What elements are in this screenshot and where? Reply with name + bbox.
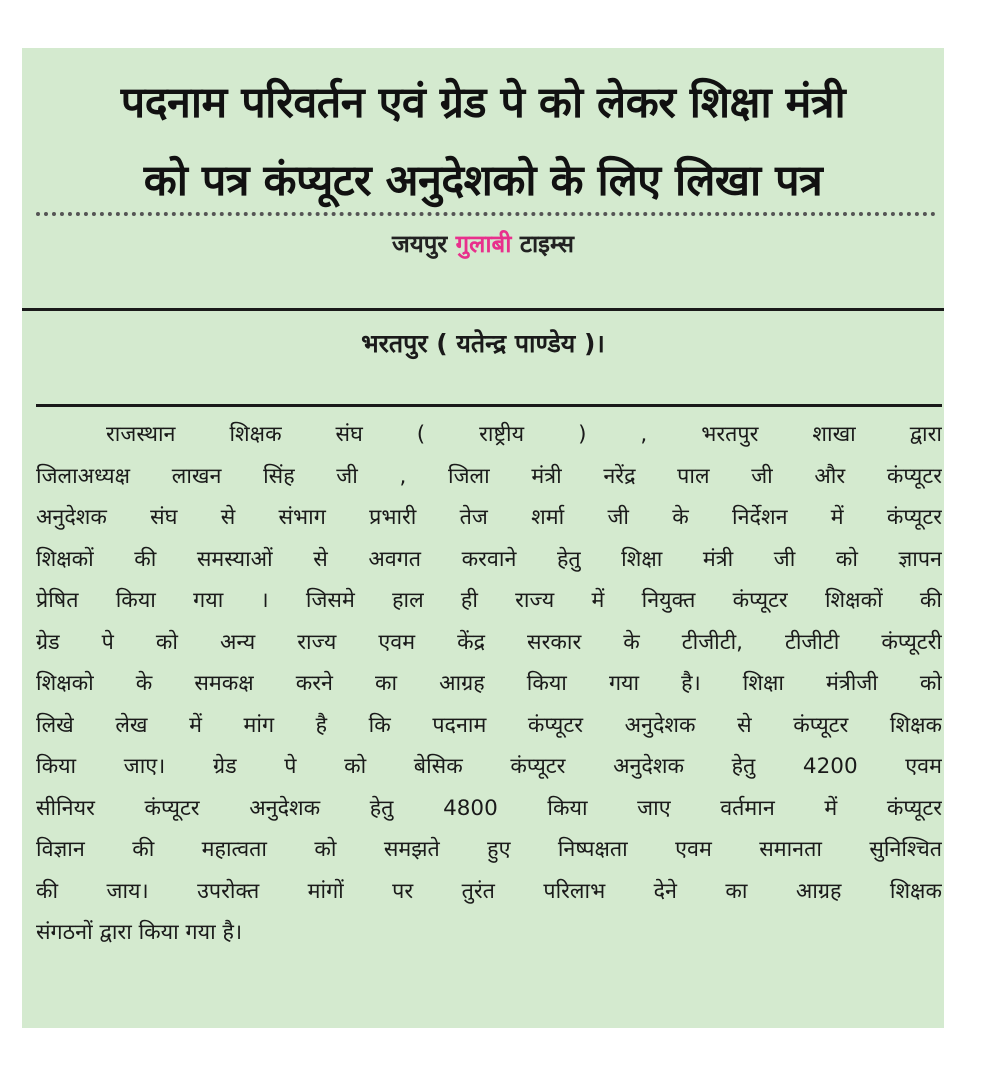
- body-line: शिक्षको के समकक्ष करने का आग्रह किया गया है। शिक्षा मंत्रीजी को: [36, 671, 942, 696]
- headline: [22, 64, 944, 220]
- body-line: लिखे लेख में मांग है कि पदनाम कंप्यूटर अनुदेशक से कंप्यूटर शिक्षक: [36, 712, 942, 738]
- byline: [22, 226, 944, 262]
- dateline: भरतपुर ( यतेन्द्र पाण्डेय )।: [361, 329, 605, 358]
- body-line: की जाय। उपरोक्त मांगों पर तुरंत परिलाभ देने का आग्रह शिक्षक: [36, 878, 942, 904]
- body-line: विज्ञान की महात्वता को समझते हुए निष्पक्षता एवम समानता सुनिश्चित: [36, 837, 942, 862]
- byline-highlight: गुलाबी: [455, 230, 512, 258]
- headline-line-1: पदनाम परिवर्तन एवं ग्रेड पे को लेकर शिक्षा मंत्री: [120, 78, 846, 128]
- body-line: अनुदेशक संघ से संभाग प्रभारी तेज शर्मा जी के निर्देशन में कंप्यूटर: [36, 505, 942, 530]
- news-clipping: [22, 48, 944, 1028]
- body-rule: [36, 404, 942, 407]
- body-line: सीनियर कंप्यूटर अनुदेशक हेतु 4800 किया जाए वर्तमान में कंप्यूटर: [36, 795, 942, 821]
- headline-line-2: को पत्र कंप्यूटर अनुदेशको के लिए लिखा पत्र: [143, 156, 823, 206]
- top-rule: [22, 308, 944, 311]
- body-line: प्रेषित किया गया । जिसमे हाल ही राज्य में नियुक्त कंप्यूटर शिक्षकों की: [36, 588, 942, 613]
- body-line: संगठनों द्वारा किया गया है।: [36, 920, 243, 945]
- dotted-separator: [36, 212, 936, 216]
- body-line: ग्रेड पे को अन्य राज्य एवम केंद्र सरकार के टीजीटी, टीजीटी कंप्यूटरी: [36, 629, 942, 655]
- body-line: शिक्षकों की समस्याओं से अवगत करवाने हेतु शिक्षा मंत्री जी को ज्ञापन: [36, 546, 942, 572]
- body-line: राजस्थान शिक्षक संघ ( राष्ट्रीय ) , भरतपुर शाखा द्वारा: [106, 422, 942, 447]
- body-line: किया जाए। ग्रेड पे को बेसिक कंप्यूटर अनुदेशक हेतु 4200 एवम: [36, 754, 942, 779]
- body-line: जिलाअध्यक्ष लाखन सिंह जी , जिला मंत्री नरेंद्र पाल जी और कंप्यूटर: [36, 463, 942, 489]
- byline-prefix: जयपुर: [392, 230, 448, 258]
- byline-suffix: टाइम्स: [519, 230, 574, 258]
- article-body: [36, 414, 942, 954]
